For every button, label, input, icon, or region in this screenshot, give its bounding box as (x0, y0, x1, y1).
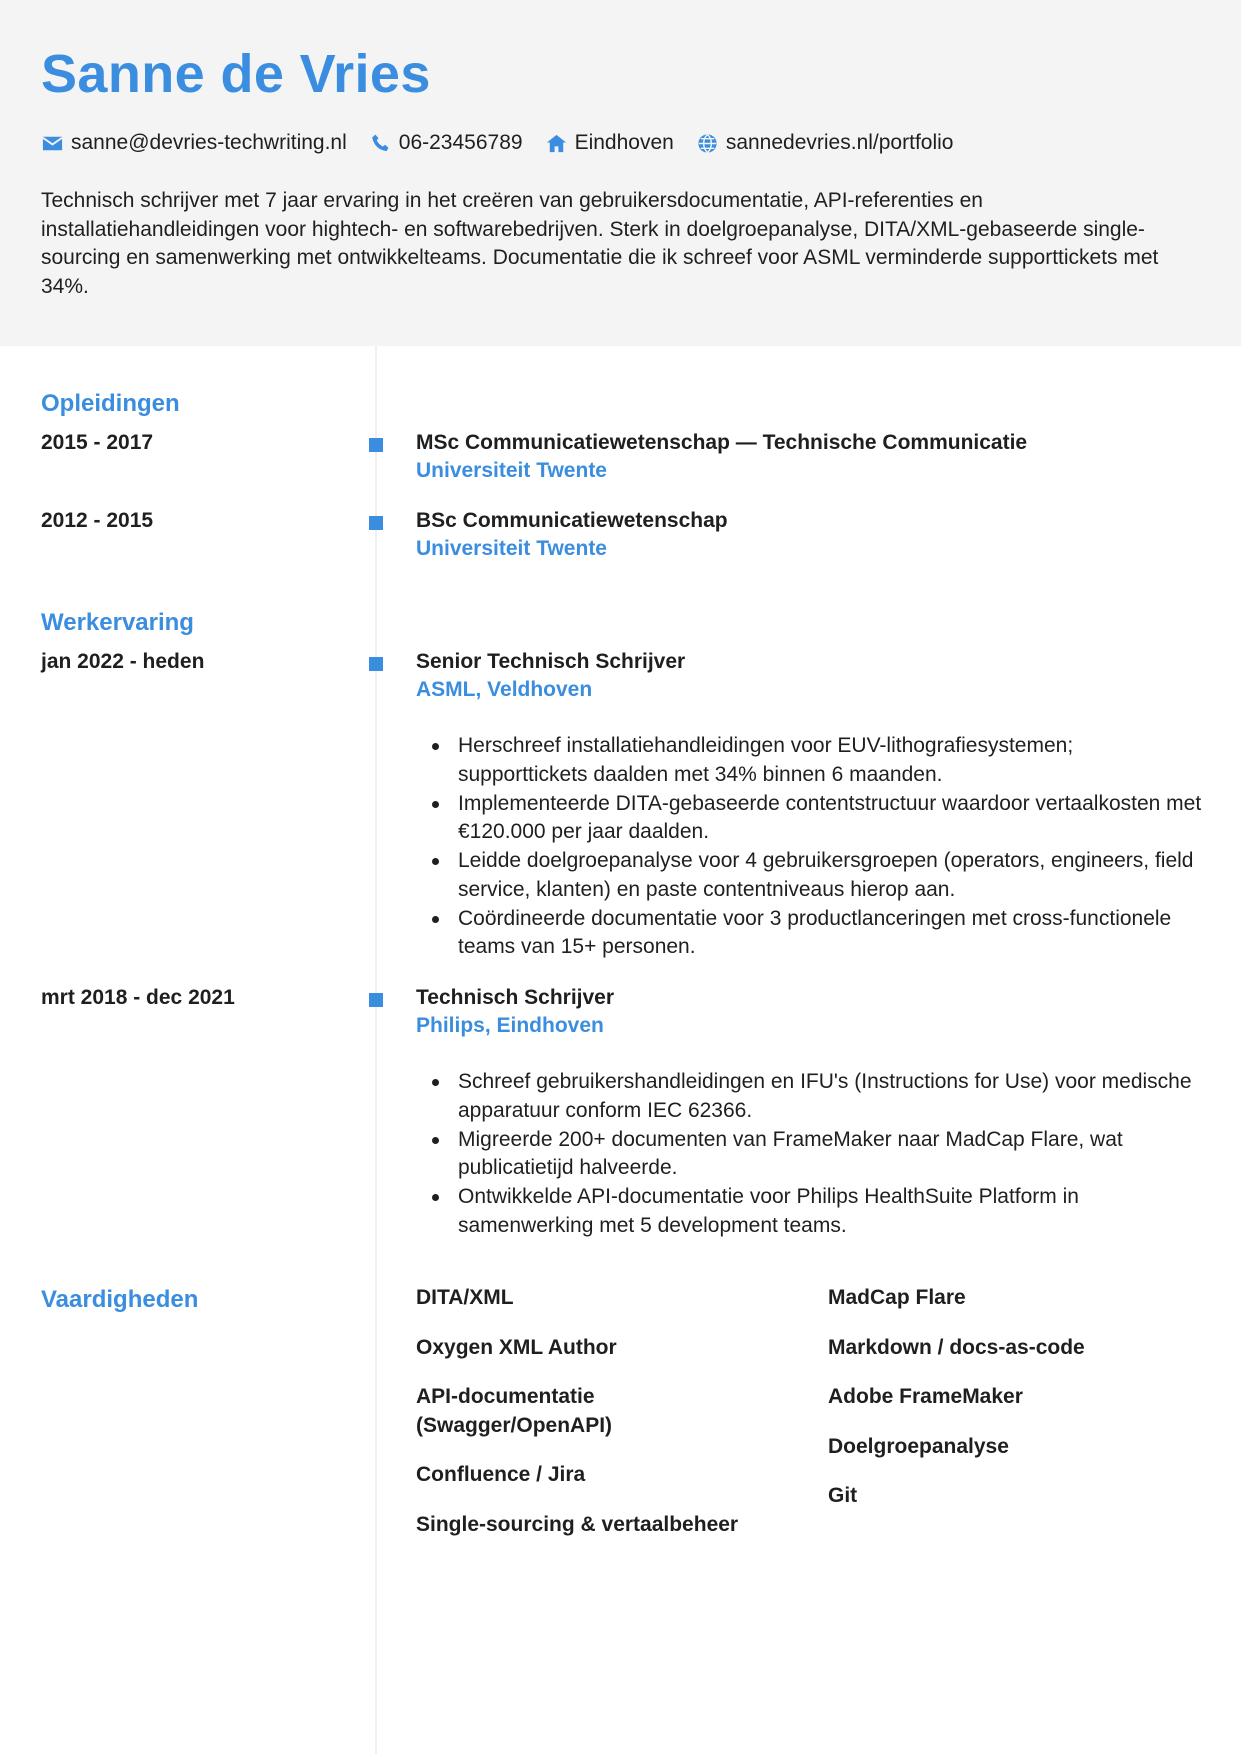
education-date: 2015 - 2017 (41, 431, 154, 454)
achievement-item: Herschreef installatiehandleidingen voor EUV-lithografiesystemen; supporttickets daalden met 34% binnen 6 maanden. (416, 732, 1206, 790)
contact-website-text: sannedevries.nl/portfolio (725, 131, 954, 154)
achievement-item: Leidde doelgroepanalyse voor 4 gebruikersgroepen (operators, engineers, field service, klanten) en paste contentniveaus hierop aan. (416, 847, 1206, 905)
education-institution: Universiteit Twente (416, 537, 607, 560)
skill-item: Oxygen XML Author (416, 1336, 617, 1359)
timeline-marker (369, 657, 383, 671)
skill-item: Git (828, 1484, 858, 1507)
contact-email (41, 131, 347, 155)
globe-icon (696, 132, 719, 155)
profile-header (0, 0, 1241, 346)
job-title: Senior Technisch Schrijver (416, 650, 686, 673)
experience-section-title: Werkervaring (41, 609, 194, 636)
contact-phone-text: 06-23456789 (398, 131, 523, 154)
experience-achievements (416, 1068, 1206, 1241)
envelope-icon (41, 132, 64, 155)
achievement-item: Implementeerde DITA-gebaseerde contentstructuur waardoor vertaalkosten met €120.000 per jaar daalden. (416, 790, 1206, 848)
contact-info-list (41, 128, 975, 158)
skill-item: DITA/XML (416, 1286, 514, 1309)
education-section-title: Opleidingen (41, 390, 180, 417)
skill-item: Doelgroepanalyse (828, 1435, 1009, 1458)
timeline-marker (369, 993, 383, 1007)
achievement-item: Ontwikkelde API-documentatie voor Philips HealthSuite Platform in samenwerking met 5 development teams. (416, 1183, 1206, 1241)
education-degree: MSc Communicatiewetenschap — Technische Communicatie (416, 431, 1028, 454)
skill-item: API-documentatie (Swagger/OpenAPI) (416, 1385, 613, 1437)
achievement-item: Schreef gebruikershandleidingen en IFU's (Instructions for Use) voor medische apparatuur conform IEC 62366. (416, 1068, 1206, 1126)
achievement-item: Coördineerde documentatie voor 3 productlanceringen met cross-functionele teams van 15+ personen. (416, 905, 1206, 963)
contact-website (696, 131, 954, 155)
home-icon (545, 132, 568, 155)
timeline-marker (369, 516, 383, 530)
skill-item: MadCap Flare (828, 1286, 966, 1309)
experience-date: jan 2022 - heden (41, 650, 205, 673)
education-degree: BSc Communicatiewetenschap (416, 509, 728, 532)
profile-summary: Technisch schrijver met 7 jaar ervaring in het creëren van gebruikersdocumentatie, API-referenties en installatiehandleidingen voor hightech- en softwarebedrijven. Sterk in doelgroepanalyse, DITA/XML-gebaseerde single-sourcing en samenwerking met ontwikkelteams. Documentatie die ik schreef voor ASML verminderde supporttickets met 34%. (41, 189, 1159, 298)
employer-location: ASML, Veldhoven (416, 678, 593, 701)
employer-location: Philips, Eindhoven (416, 1014, 604, 1037)
experience-achievements (416, 732, 1206, 962)
timeline-divider (375, 346, 377, 1754)
skill-item: Single-sourcing & vertaalbeheer (416, 1513, 739, 1536)
achievement-item: Migreerde 200+ documenten van FrameMaker naar MadCap Flare, wat publicatietijd halveerde. (416, 1126, 1206, 1184)
skill-item: Confluence / Jira (416, 1463, 586, 1486)
experience-date: mrt 2018 - dec 2021 (41, 986, 235, 1009)
skill-item: Adobe FrameMaker (828, 1385, 1023, 1408)
job-title: Technisch Schrijver (416, 986, 615, 1009)
contact-location-text: Eindhoven (574, 131, 674, 154)
contact-location (545, 131, 674, 155)
education-institution: Universiteit Twente (416, 459, 607, 482)
timeline-marker (369, 438, 383, 452)
contact-email-text: sanne@devries-techwriting.nl (71, 131, 347, 154)
contact-phone (369, 131, 523, 155)
candidate-name: Sanne de Vries (41, 44, 431, 104)
skills-section-title: Vaardigheden (41, 1286, 199, 1313)
phone-icon (369, 132, 392, 155)
skill-item: Markdown / docs-as-code (828, 1336, 1085, 1359)
education-date: 2012 - 2015 (41, 509, 154, 532)
